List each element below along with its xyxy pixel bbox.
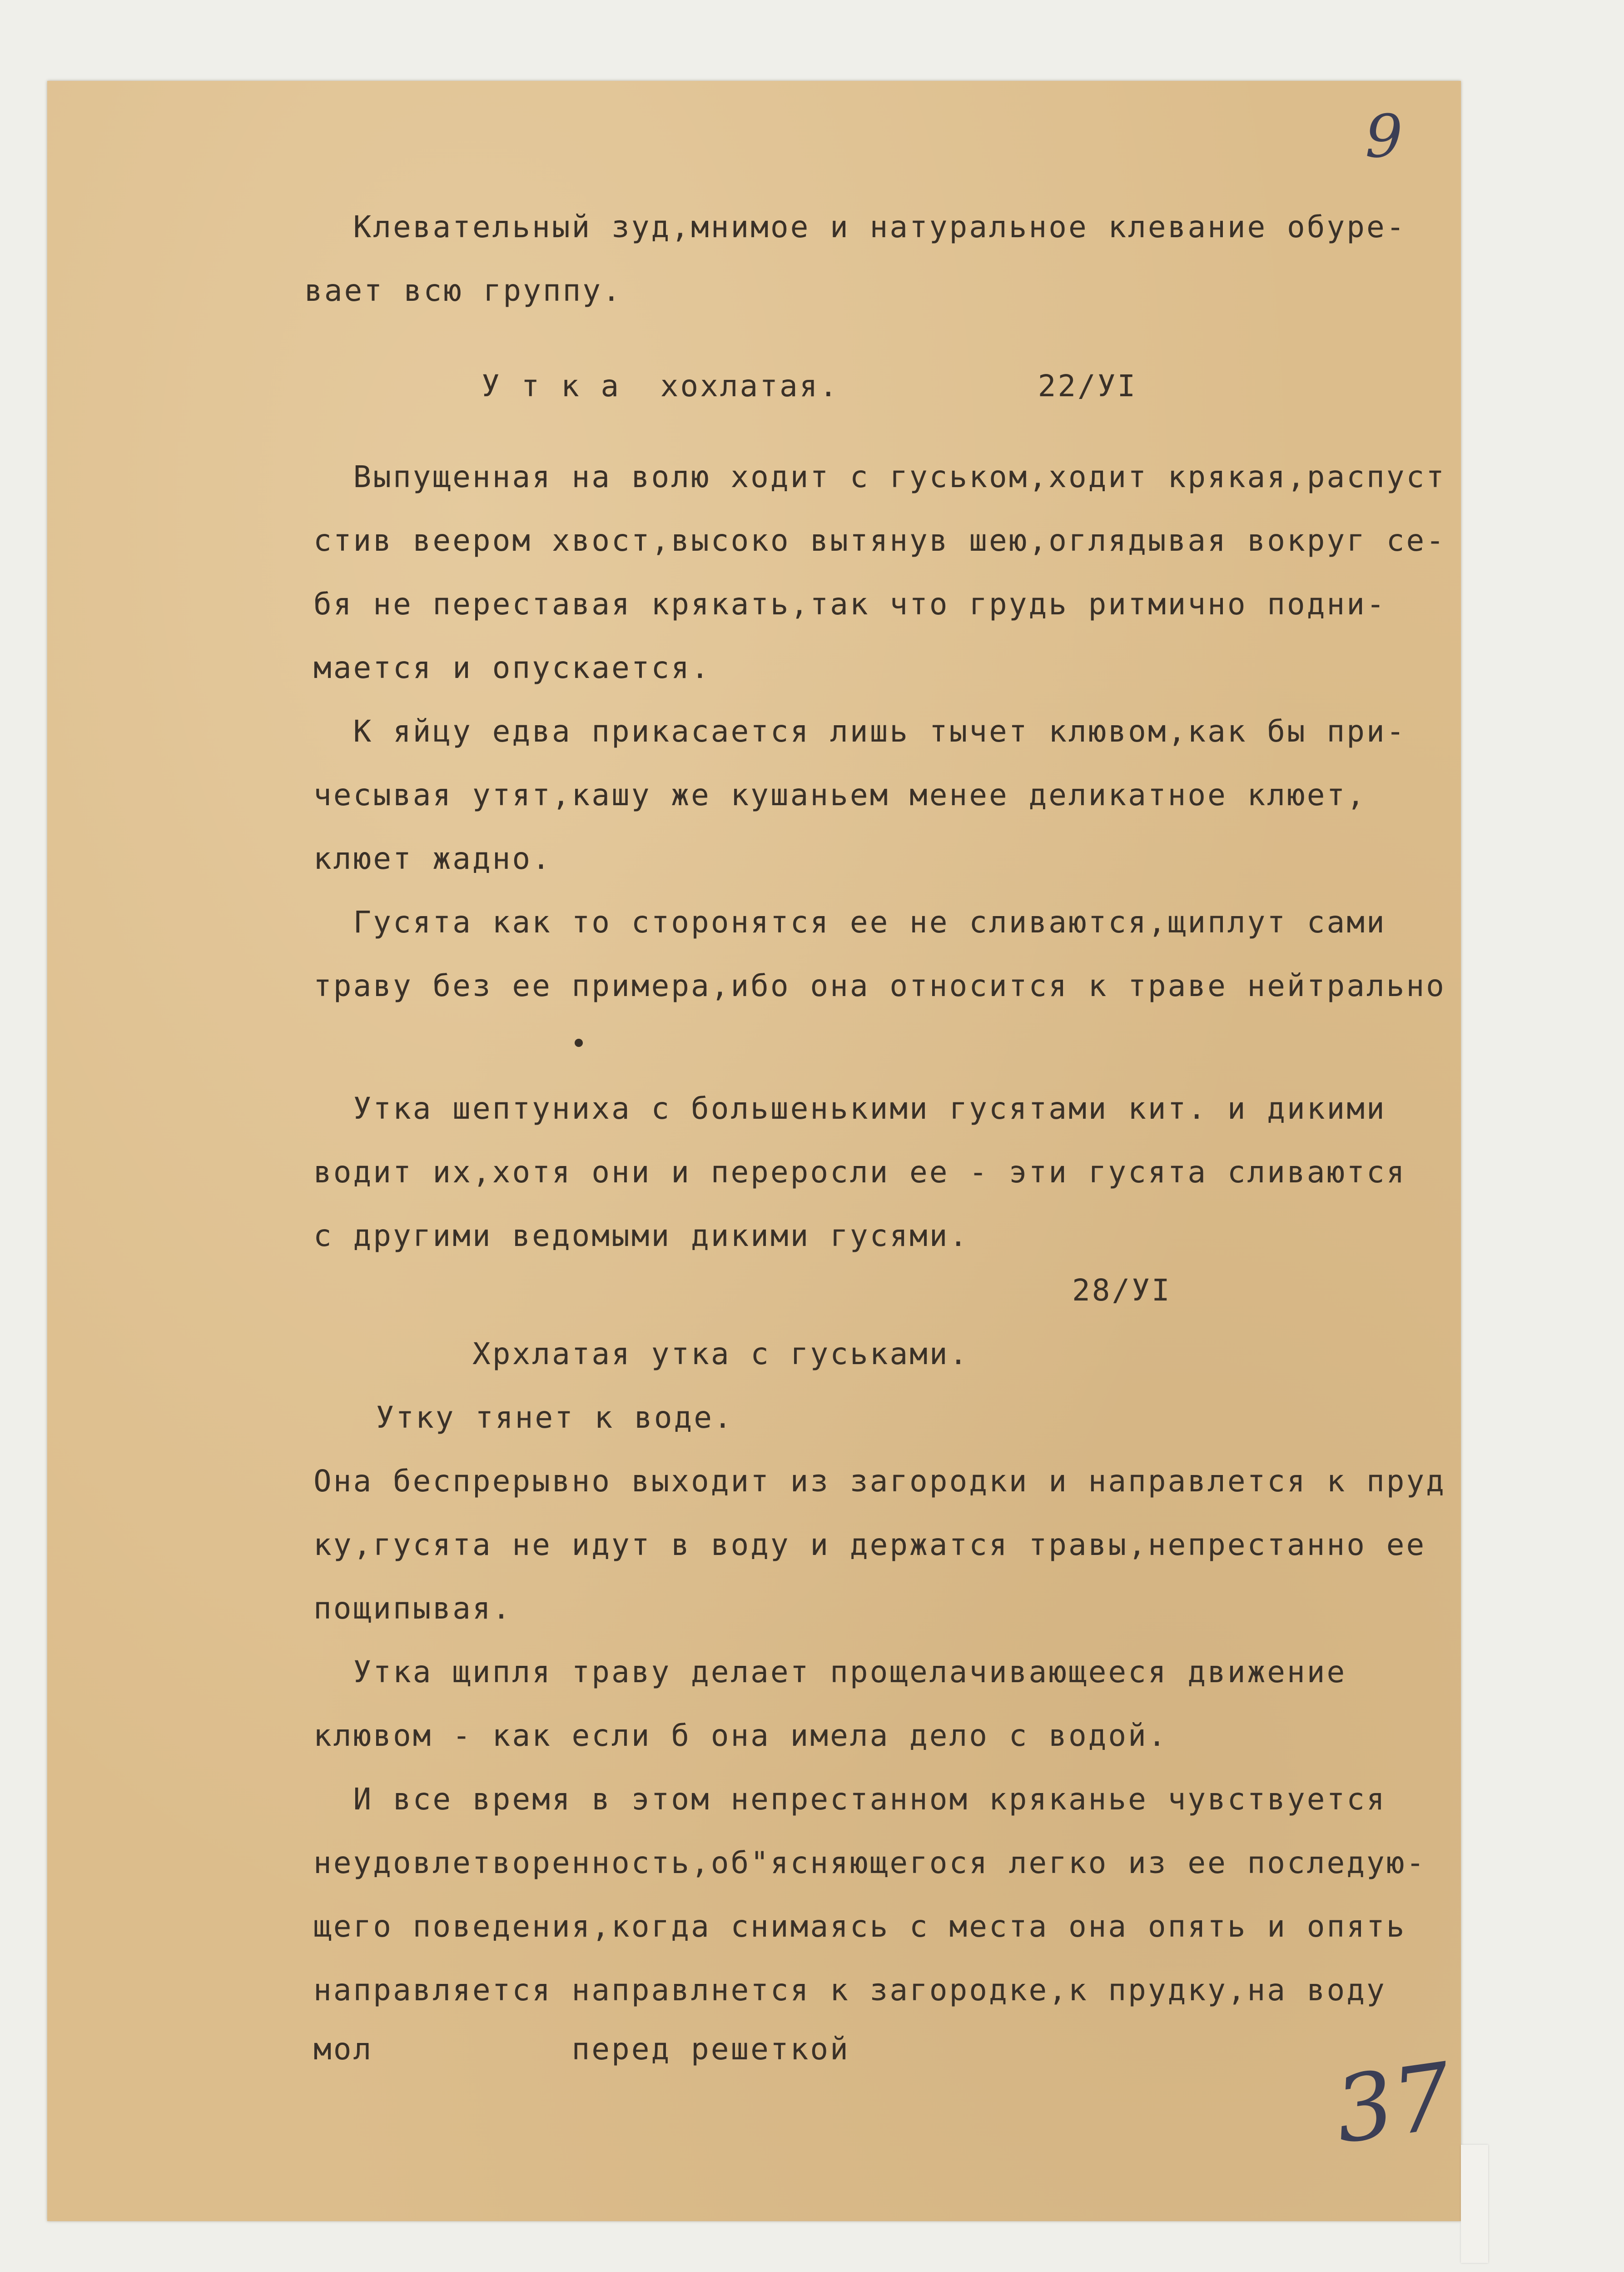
text-line: бя не переставая крякать,так что грудь ритмично подни- [313,587,1386,622]
folio-number-top: 9 [1365,102,1403,171]
text-line: пощипывая. [313,1591,512,1626]
text-line: ку,гусята не идут в воду и держатся травы,непрестанно ее [313,1527,1426,1562]
text-line: с другими ведомыми дикими гусями. [313,1218,969,1253]
text-line: Утка щипля траву делает прощелачивающееся движение [313,1654,1347,1689]
text-line: Клевательный зуд,мнимое и натуральное клевание обуре- [313,209,1406,244]
text-line: траву без ее примера,ибо она относится к траве нейтрально [313,968,1446,1003]
text-line: Она беспрерывно выходит из загородки и направлется к пруд [313,1464,1446,1499]
text-line: Утку тянет к воде. [336,1400,734,1435]
text-line: Утка шептуниха с большенькими гусятами кит. и дикими [313,1091,1386,1126]
text-line: И все время в этом непрестанном кряканье чувствуется [313,1782,1386,1817]
text-line: мол перед решеткой [313,2032,850,2067]
text-line: вает всю группу. [304,273,622,308]
text-line: неудовлетворенность,об"ясняющегося легко из ее последую- [313,1845,1426,1880]
text-line: направляется направлнется к загородке,к прудку,на воду [313,1973,1386,2008]
text-line: У т к а хохлатая. 22/УI [482,369,1137,404]
text-line: чесывая утят,кашу же кушаньем менее деликатное клюет, [313,777,1366,812]
ink-dot [575,1039,583,1047]
text-line: щего поведения,когда снимаясь с места она опять и опять [313,1909,1406,1944]
folio-number-bottom: 37 [1328,2043,1458,2164]
text-line: Выпущенная на волю ходит с гуськом,ходит крякая,распуст [313,459,1446,494]
text-line: Хрхлатая утка с гуськами. [472,1336,969,1371]
text-line: К яйцу едва прикасается лишь тычет клювом,как бы при- [313,714,1406,749]
text-line: водит их,хотя они и переросли ее - эти гусята сливаются [313,1155,1406,1190]
text-line: клюет жадно. [313,841,552,876]
text-line: мается и опускается. [313,650,711,685]
text-line: Гусята как то сторонятся ее не сливаются,щиплут сами [313,905,1386,940]
paper-tab [1461,2145,1488,2263]
text-line: стив веером хвост,высоко вытянув шею,оглядывая вокруг се- [313,523,1446,558]
text-line: клювом - как если б она имела дело с водой. [313,1718,1168,1753]
text-line: 28/УI [1072,1273,1172,1308]
